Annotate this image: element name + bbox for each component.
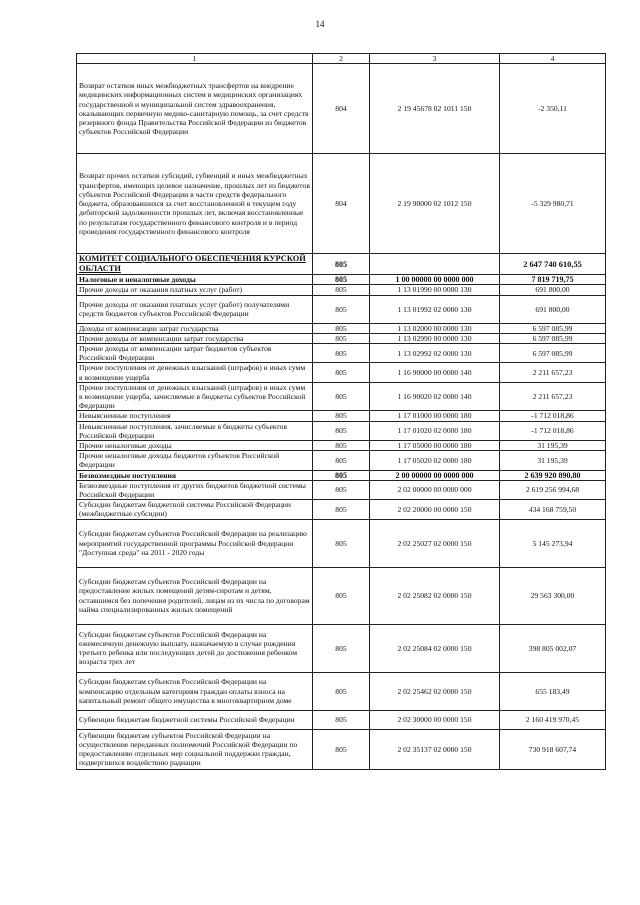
row-amount: 5 145 273,94 bbox=[500, 519, 606, 567]
row-description: Субвенции бюджетам бюджетной системы Российской Федерации bbox=[77, 710, 313, 729]
row-amount: 6 597 085,99 bbox=[500, 344, 606, 363]
table-row bbox=[77, 254, 606, 275]
row-amount: 434 168 759,50 bbox=[500, 500, 606, 519]
row-amount: 2 211 657,23 bbox=[500, 363, 606, 382]
row-budget-code: 2 19 90000 02 1012 150 bbox=[370, 154, 500, 254]
table-row bbox=[77, 64, 606, 154]
table-row bbox=[77, 480, 606, 499]
table-row bbox=[77, 710, 606, 729]
row-admin-code: 805 bbox=[313, 624, 370, 672]
row-admin-code: 805 bbox=[313, 411, 370, 421]
table-row bbox=[77, 421, 606, 440]
row-amount: 691 800,00 bbox=[500, 295, 606, 323]
table-row bbox=[77, 285, 606, 295]
row-description: Прочие поступления от денежных взысканий (штрафов) и иных сумм в возмещение ущерба, зачисляемые в бюджеты субъектов Российской Федерации bbox=[77, 382, 313, 411]
row-description: Возврат остатков иных межбюджетных трансфертов на внедрение медицинских информационных систем в медицинских организациях государственной и муниципальной систем здравоохранения, оказывающих первичную медико-санитарную помощь, за счет средств резервного фонда Правительства Российской Федерации из бюджетов субъектов Российской Федерации bbox=[77, 64, 313, 154]
row-budget-code: 1 13 02000 00 0000 130 bbox=[370, 323, 500, 333]
table-row bbox=[77, 363, 606, 382]
row-admin-code: 804 bbox=[313, 154, 370, 254]
row-budget-code: 2 00 00000 00 0000 000 bbox=[370, 470, 500, 480]
row-description: Невыясненные поступления, зачисляемые в бюджеты субъектов Российской Федерации bbox=[77, 421, 313, 440]
row-amount: 691 800,00 bbox=[500, 285, 606, 295]
row-description: Налоговые и неналоговые доходы bbox=[77, 275, 313, 285]
row-description: Прочие неналоговые доходы бюджетов субъектов Российской Федерации bbox=[77, 451, 313, 470]
row-description: Прочие доходы от оказания платных услуг (работ) получателями средств бюджетов субъектов Российской Федерации bbox=[77, 295, 313, 323]
row-amount: 2 160 419 970,45 bbox=[500, 710, 606, 729]
table-row bbox=[77, 154, 606, 254]
column-header: 1 bbox=[77, 54, 313, 64]
row-description: Прочие доходы от оказания платных услуг (работ) bbox=[77, 285, 313, 295]
table-row bbox=[77, 275, 606, 285]
row-admin-code: 805 bbox=[313, 729, 370, 769]
table-row bbox=[77, 295, 606, 323]
row-amount: 398 805 002,07 bbox=[500, 624, 606, 672]
row-amount: 29 563 300,00 bbox=[500, 567, 606, 624]
row-amount: -2 350,11 bbox=[500, 64, 606, 154]
row-admin-code: 805 bbox=[313, 323, 370, 333]
row-budget-code: 2 02 20000 00 0000 150 bbox=[370, 500, 500, 519]
table-row bbox=[77, 411, 606, 421]
row-amount: -1 712 018,86 bbox=[500, 421, 606, 440]
row-admin-code: 805 bbox=[313, 254, 370, 275]
row-amount: 6 597 085,99 bbox=[500, 333, 606, 343]
column-header: 4 bbox=[500, 54, 606, 64]
row-admin-code: 805 bbox=[313, 295, 370, 323]
page-number: 14 bbox=[315, 19, 325, 29]
row-description: Субсидии бюджетам субъектов Российской Федерации на ежемесячную денежную выплату, назначаемую в случае рождения третьего ребенка или последующих детей до достижения ребенком возраста трех лет bbox=[77, 624, 313, 672]
row-budget-code: 1 17 05000 00 0000 180 bbox=[370, 441, 500, 451]
table-row bbox=[77, 624, 606, 672]
row-description: Субсидии бюджетам бюджетной системы Российской Федерации (межбюджетные субсидии) bbox=[77, 500, 313, 519]
row-budget-code: 2 02 25082 02 0000 150 bbox=[370, 567, 500, 624]
table-row bbox=[77, 729, 606, 769]
row-budget-code bbox=[370, 254, 500, 275]
row-budget-code: 1 13 02992 02 0000 130 bbox=[370, 344, 500, 363]
row-amount: -5 329 980,71 bbox=[500, 154, 606, 254]
table-row bbox=[77, 500, 606, 519]
row-description: Прочие неналоговые доходы bbox=[77, 441, 313, 451]
row-description: Невыясненные поступления bbox=[77, 411, 313, 421]
row-amount: -1 712 018,86 bbox=[500, 411, 606, 421]
column-header: 2 bbox=[313, 54, 370, 64]
row-admin-code: 805 bbox=[313, 451, 370, 470]
row-admin-code: 804 bbox=[313, 64, 370, 154]
row-budget-code: 1 16 90000 00 0000 140 bbox=[370, 363, 500, 382]
row-budget-code: 2 02 25084 02 0000 150 bbox=[370, 624, 500, 672]
row-admin-code: 805 bbox=[313, 363, 370, 382]
table-body bbox=[77, 54, 606, 770]
table-row bbox=[77, 672, 606, 710]
row-admin-code: 805 bbox=[313, 344, 370, 363]
row-budget-code: 1 16 90020 02 0000 140 bbox=[370, 382, 500, 411]
table-row bbox=[77, 519, 606, 567]
row-budget-code: 2 02 25462 02 0000 150 bbox=[370, 672, 500, 710]
row-amount: 7 819 719,75 bbox=[500, 275, 606, 285]
revenue-table bbox=[76, 53, 606, 770]
row-admin-code: 805 bbox=[313, 441, 370, 451]
row-budget-code: 1 13 02990 00 0000 130 bbox=[370, 333, 500, 343]
row-budget-code: 1 13 01992 02 0000 130 bbox=[370, 295, 500, 323]
row-admin-code: 805 bbox=[313, 710, 370, 729]
table-row bbox=[77, 441, 606, 451]
row-description: Субвенции бюджетам субъектов Российской Федерации на осуществление переданных полномочий Российской Федерации по предоставлению отдельных мер социальной поддержки граждан, подвергшихся воздействию радиации bbox=[77, 729, 313, 769]
row-amount: 31 195,39 bbox=[500, 451, 606, 470]
row-amount: 730 918 607,74 bbox=[500, 729, 606, 769]
row-budget-code: 2 02 00000 00 0000 000 bbox=[370, 480, 500, 499]
table-row bbox=[77, 323, 606, 333]
row-admin-code: 805 bbox=[313, 382, 370, 411]
row-admin-code: 805 bbox=[313, 285, 370, 295]
row-admin-code: 805 bbox=[313, 333, 370, 343]
table-header-row bbox=[77, 54, 606, 64]
row-admin-code: 805 bbox=[313, 500, 370, 519]
row-budget-code: 1 17 01020 02 0000 180 bbox=[370, 421, 500, 440]
row-amount: 2 647 740 610,55 bbox=[500, 254, 606, 275]
row-description: Прочие поступления от денежных взысканий (штрафов) и иных сумм в возмещение ущерба bbox=[77, 363, 313, 382]
table-row bbox=[77, 333, 606, 343]
row-description: Доходы от компенсации затрат государства bbox=[77, 323, 313, 333]
row-budget-code: 2 02 30000 00 0000 150 bbox=[370, 710, 500, 729]
row-description: Прочие доходы от компенсации затрат государства bbox=[77, 333, 313, 343]
row-description: Безвозмездные поступления от других бюджетов бюджетной системы Российской Федерации bbox=[77, 480, 313, 499]
row-description: Прочие доходы от компенсации затрат бюджетов субъектов Российской Федерации bbox=[77, 344, 313, 363]
row-description: Безвозмездные поступления bbox=[77, 470, 313, 480]
row-description: КОМИТЕТ СОЦИАЛЬНОГО ОБЕСПЕЧЕНИЯ КУРСКОЙ ОБЛАСТИ bbox=[77, 254, 313, 275]
row-budget-code: 1 17 01000 00 0000 180 bbox=[370, 411, 500, 421]
row-admin-code: 805 bbox=[313, 421, 370, 440]
row-budget-code: 2 02 35137 02 0000 150 bbox=[370, 729, 500, 769]
table-row bbox=[77, 451, 606, 470]
row-admin-code: 805 bbox=[313, 470, 370, 480]
row-description: Субсидии бюджетам субъектов Российской Федерации на предоставление жилых помещений детям-сиротам и детям, оставшимся без попечения родителей, лицам из их числа по договорам найма специализированных жилых помещений bbox=[77, 567, 313, 624]
row-description: Субсидии бюджетам субъектов Российской Федерации на компенсацию отдельным категориям граждан оплаты взноса на капитальный ремонт общего имущества в многоквартирном доме bbox=[77, 672, 313, 710]
row-amount: 655 183,49 bbox=[500, 672, 606, 710]
row-amount: 2 211 657,23 bbox=[500, 382, 606, 411]
row-budget-code: 1 13 01990 00 0000 130 bbox=[370, 285, 500, 295]
row-amount: 6 597 085,99 bbox=[500, 323, 606, 333]
row-admin-code: 805 bbox=[313, 567, 370, 624]
row-admin-code: 805 bbox=[313, 275, 370, 285]
table-row bbox=[77, 567, 606, 624]
column-header: 3 bbox=[370, 54, 500, 64]
row-amount: 2 639 920 890,80 bbox=[500, 470, 606, 480]
row-description: Субсидии бюджетам субъектов Российской Федерации на реализацию мероприятий государственной программы Российской Федерации "Доступная среда" на 2011 - 2020 годы bbox=[77, 519, 313, 567]
row-budget-code: 2 02 25027 02 0000 150 bbox=[370, 519, 500, 567]
row-budget-code: 1 00 00000 00 0000 000 bbox=[370, 275, 500, 285]
table-row bbox=[77, 470, 606, 480]
row-admin-code: 805 bbox=[313, 519, 370, 567]
row-description: Возврат прочих остатков субсидий, субвенций и иных межбюджетных трансфертов, имеющих целевое назначение, прошлых лет из бюджетов субъектов Российской Федерации в части средств федерального бюджета, образовавшихся за счет восстановленной в текущем году дебиторской задолженности прошлых лет, включая восстановленные по результатам государственного финансового контроля и в период проведения государственного финансового контроля bbox=[77, 154, 313, 254]
row-budget-code: 2 19 45678 02 1011 150 bbox=[370, 64, 500, 154]
row-amount: 2 619 256 994,68 bbox=[500, 480, 606, 499]
row-admin-code: 805 bbox=[313, 672, 370, 710]
row-budget-code: 1 17 05020 02 0000 180 bbox=[370, 451, 500, 470]
row-admin-code: 805 bbox=[313, 480, 370, 499]
table-row bbox=[77, 344, 606, 363]
row-amount: 31 195,39 bbox=[500, 441, 606, 451]
table-row bbox=[77, 382, 606, 411]
